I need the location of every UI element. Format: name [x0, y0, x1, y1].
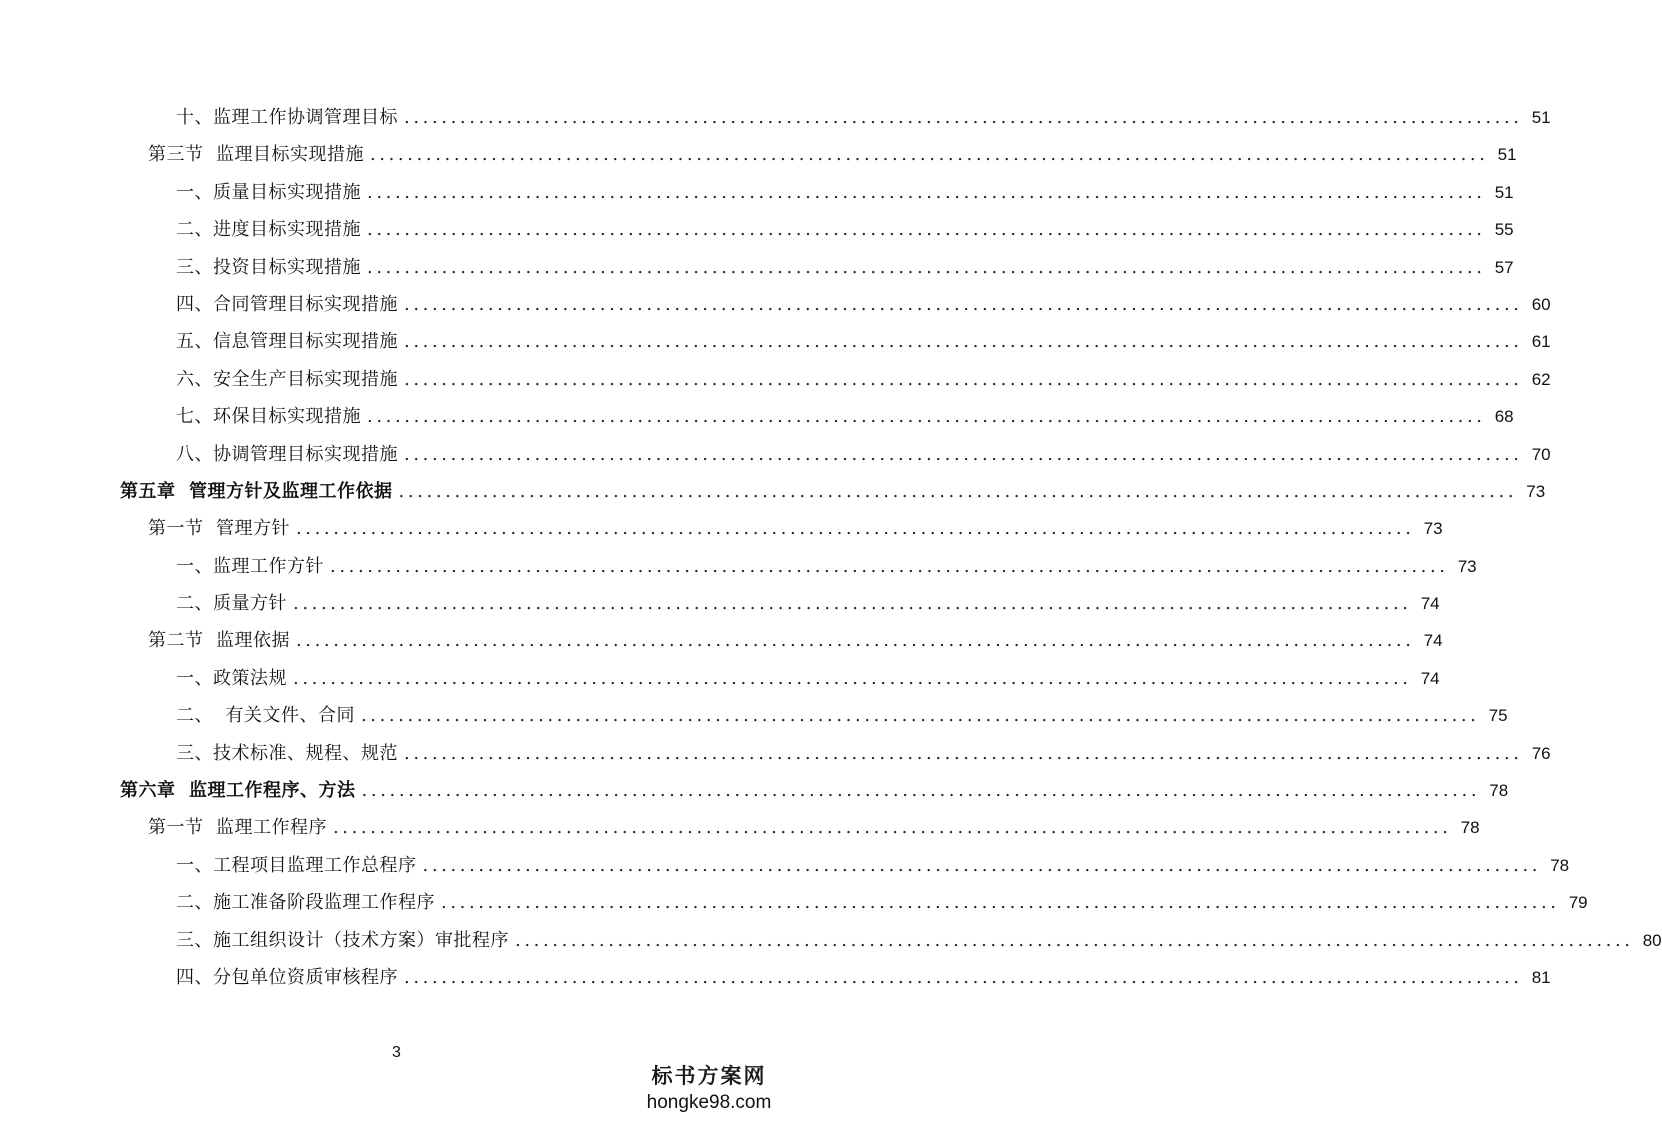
- toc-leader-dots: ........................................................................................................................: [367, 219, 1486, 241]
- toc-leader-dots: ........................................................................................................................: [295, 518, 1415, 540]
- toc-entry-page: 78: [1460, 818, 1480, 838]
- toc-entry-title: 二、进度目标实现措施: [176, 219, 361, 241]
- toc-entry-page: 76: [1531, 743, 1551, 763]
- toc-entry-page: 74: [1420, 594, 1440, 614]
- toc-entry-title: 六、安全生产目标实现措施: [176, 368, 398, 390]
- toc-entry-title: 一、监理工作方针: [176, 555, 324, 577]
- toc-entry-title: 十、监理工作协调管理目标: [176, 107, 398, 128]
- toc-leader-dots: ........................................................................................................................: [361, 780, 1481, 802]
- toc-entry-title: 一、质量目标实现措施: [176, 181, 361, 203]
- toc-leader-dots: ........................................................................................................................: [367, 256, 1486, 278]
- toc-entry-title: 一、政策法规: [176, 667, 287, 689]
- toc-entry-title: 二、施工准备阶段监理工作程序: [176, 892, 435, 914]
- toc-entry-page: 55: [1494, 220, 1514, 240]
- toc-leader-dots: ........................................................................................................................: [295, 630, 1415, 652]
- toc-leader-dots: ........................................................................................................................: [293, 593, 1412, 615]
- toc-entry-title: 八、协调管理目标实现措施: [176, 443, 398, 465]
- toc-entry-page: 74: [1420, 668, 1440, 688]
- toc-entry[interactable]: [0, 548, 1477, 585]
- toc-entry-page: 75: [1488, 706, 1508, 726]
- toc-entry-page: 81: [1531, 967, 1551, 987]
- toc-entry-title: 五、信息管理目标实现措施: [176, 331, 398, 353]
- toc-entry-page: 51: [1497, 145, 1517, 165]
- toc-entry-page: 73: [1457, 556, 1477, 576]
- watermark: [639, 1060, 779, 1114]
- toc-entry[interactable]: [0, 473, 1546, 510]
- toc-entry-title: 二、质量方针: [176, 593, 287, 615]
- toc-entry[interactable]: [0, 735, 1551, 772]
- toc-entry-title: 四、合同管理目标实现措施: [176, 293, 398, 315]
- toc-leader-dots: ........................................................................................................................: [404, 107, 1523, 128]
- toc-entry-title: 第一节 管理方针: [148, 518, 290, 540]
- toc-entry-page: 78: [1550, 855, 1570, 875]
- toc-leader-dots: ........................................................................................................................: [404, 331, 1523, 353]
- toc-entry[interactable]: [0, 323, 1551, 360]
- toc-entry-page: 60: [1531, 294, 1551, 314]
- toc-entry-page: 79: [1568, 893, 1588, 913]
- toc-entry-page: 51: [1494, 182, 1514, 202]
- toc-entry-title: 四、分包单位资质审核程序: [176, 966, 398, 988]
- toc-entry[interactable]: [0, 884, 1588, 921]
- toc-entry-title: 第三节 监理目标实现措施: [148, 144, 364, 166]
- toc-entry[interactable]: [0, 585, 1440, 622]
- toc-entry[interactable]: [0, 622, 1443, 659]
- toc-leader-dots: ........................................................................................................................: [441, 892, 1560, 914]
- toc-leader-dots: ........................................................................................................................: [293, 667, 1412, 689]
- toc-leader-dots: ........................................................................................................................: [360, 705, 1480, 727]
- toc-leader-dots: ........................................................................................................................: [398, 480, 1518, 502]
- toc-entry[interactable]: [0, 211, 1514, 248]
- toc-entry[interactable]: [0, 959, 1551, 996]
- toc-entry[interactable]: [0, 398, 1514, 435]
- toc-entry-page: 78: [1489, 781, 1509, 801]
- toc-entry-title: 二、 有关文件、合同: [176, 705, 355, 727]
- toc-entry-page: 62: [1531, 369, 1551, 389]
- toc-entry-page: 57: [1494, 257, 1514, 277]
- toc-entry-title: 第六章 监理工作程序、方法: [120, 780, 356, 802]
- toc-leader-dots: ........................................................................................................................: [330, 555, 1449, 577]
- toc-leader-dots: ........................................................................................................................: [404, 443, 1523, 465]
- toc-entry[interactable]: [0, 174, 1514, 211]
- toc-entry[interactable]: [0, 510, 1443, 547]
- toc-leader-dots: ........................................................................................................................: [367, 181, 1486, 203]
- toc-entry-title: 第五章 管理方针及监理工作依据: [120, 480, 393, 502]
- toc-entry[interactable]: [0, 286, 1551, 323]
- toc-entry-page: 73: [1526, 481, 1546, 501]
- toc-leader-dots: ........................................................................................................................: [515, 929, 1634, 951]
- toc-entry-title: 第一节 监理工作程序: [148, 817, 327, 839]
- toc-entry[interactable]: [0, 99, 1551, 136]
- toc-leader-dots: ........................................................................................................................: [404, 742, 1523, 764]
- toc-leader-dots: ........................................................................................................................: [422, 854, 1542, 876]
- toc-leader-dots: ........................................................................................................................: [404, 293, 1523, 315]
- toc-leader-dots: ........................................................................................................................: [404, 966, 1523, 988]
- toc-entry-page: 80: [1642, 930, 1662, 950]
- toc-entry-title: 三、技术标准、规程、规范: [176, 742, 398, 764]
- watermark-chinese: 标书方案网: [651, 1063, 767, 1088]
- toc-entry[interactable]: [0, 847, 1570, 884]
- toc-leader-dots: ........................................................................................................................: [367, 406, 1486, 428]
- toc-leader-dots: ........................................................................................................................: [369, 144, 1489, 166]
- table-of-contents: [0, 99, 1662, 996]
- toc-entry[interactable]: [0, 249, 1514, 286]
- toc-leader-dots: ........................................................................................................................: [404, 368, 1523, 390]
- toc-entry[interactable]: [0, 361, 1551, 398]
- toc-leader-dots: ........................................................................................................................: [332, 817, 1452, 839]
- toc-entry-title: 一、工程项目监理工作总程序: [176, 854, 417, 876]
- toc-entry-page: 51: [1531, 108, 1551, 127]
- toc-entry-title: 三、投资目标实现措施: [176, 256, 361, 278]
- toc-entry-title: 三、施工组织设计（技术方案）审批程序: [176, 929, 509, 951]
- toc-entry[interactable]: [0, 772, 1509, 809]
- watermark-domain: hongke98.com: [646, 1092, 772, 1113]
- page-number: 3: [392, 1044, 401, 1061]
- toc-entry-page: 61: [1531, 332, 1551, 352]
- toc-entry[interactable]: [0, 136, 1517, 173]
- toc-entry[interactable]: [0, 922, 1662, 959]
- toc-entry[interactable]: [0, 809, 1480, 846]
- toc-entry-title: 第二节 监理依据: [148, 630, 290, 652]
- toc-entry-page: 74: [1423, 631, 1443, 651]
- toc-entry-page: 70: [1531, 444, 1551, 464]
- toc-entry-title: 七、环保目标实现措施: [176, 406, 361, 428]
- toc-entry[interactable]: [0, 436, 1551, 473]
- toc-entry-page: 73: [1423, 519, 1443, 539]
- toc-entry[interactable]: [0, 697, 1508, 734]
- toc-entry[interactable]: [0, 660, 1440, 697]
- toc-entry-page: 68: [1494, 407, 1514, 427]
